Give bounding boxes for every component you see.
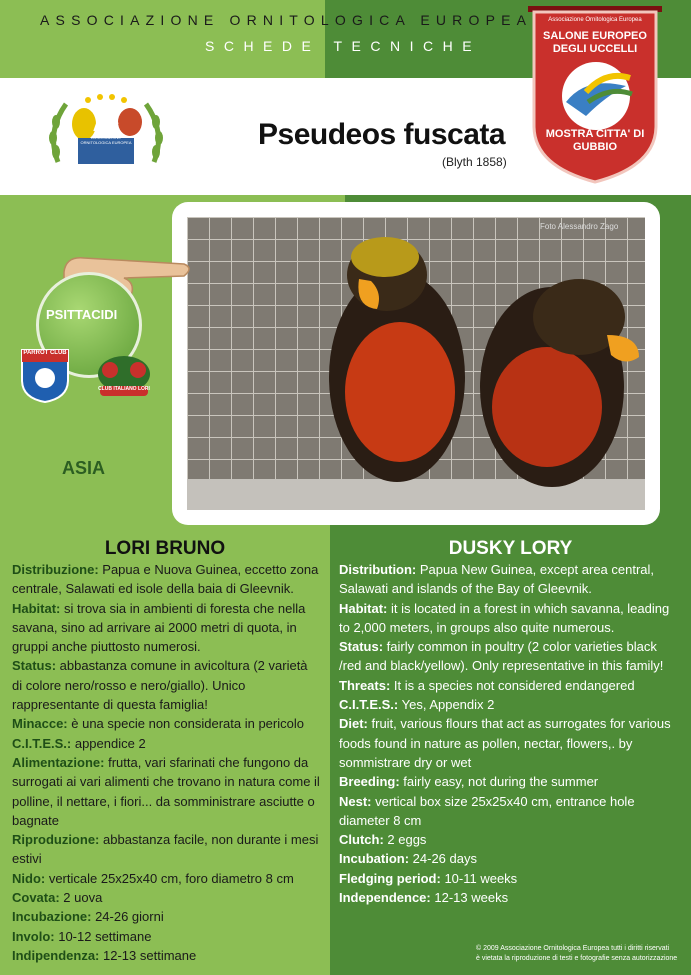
region-label: ASIA: [62, 458, 106, 478]
detail-item-riproduzione: Riproduzione: abbastanza facile, non durante i mesi estivi: [12, 832, 319, 867]
detail-item-distribution: Distribution: Papua New Guinea, except area central, Salawati and islands of the Bay of Gleevnik.: [339, 562, 655, 597]
aoe-logo-text: AOE: [92, 120, 119, 134]
detail-item-habitat-en: Habitat: it is located in a forest in which savanna, leading to 2,000 meters, in groups also quite numerous.: [339, 600, 670, 635]
detail-item-nido: Nido: verticale 25x25x40 cm, foro diametro 8 cm: [12, 870, 294, 886]
detail-item-alimentazione: Alimentazione: frutta, vari sfarinati che fungono da surrogati ai vari alimenti che trovano in natura come il polline, il nettare, i fiori... da somministrare asciutte o bagnate: [12, 754, 320, 828]
badge-title: SALONE EUROPEO DEGLI UCCELLI: [543, 30, 647, 55]
group-label: PSITTACIDI: [46, 307, 118, 322]
detail-item-clutch: Clutch: 2 eggs: [339, 832, 427, 848]
aoe-logo-caption: ASSOCIAZIONE ORNITOLOGICA EUROPEA: [80, 135, 132, 145]
copyright-footer: [476, 944, 686, 964]
species-author: (Blyth 1858): [442, 155, 507, 169]
detail-item-minacce: Minacce: è una specie non considerata in pericolo: [12, 716, 304, 732]
detail-item-independence: Independence: 12-13 weeks: [339, 890, 509, 906]
italian-title: LORI BRUNO: [104, 538, 226, 559]
english-details: [339, 560, 677, 907]
detail-item-diet: Diet: fruit, various flours that act as surrogates for various foods found in nature as pollen, nectar, flowers,. by sommistrare dry or wet: [339, 716, 671, 770]
english-title: DUSKY LORY: [448, 538, 573, 559]
detail-item-incubation: Incubation: 24-26 days: [339, 851, 477, 867]
detail-item-cites-en: C.I.T.E.S.: Yes, Appendix 2: [339, 697, 495, 713]
detail-item-status: Status: abbastanza comune in avicoltura (2 varietà di colore nero/rosso e nero/giallo). Unico rappresentante di questa famiglia!: [12, 658, 308, 713]
detail-item-breeding: Breeding: fairly easy, not during the summer: [339, 774, 599, 790]
lori-club-text: CLUB ITALIANO LORI: [98, 386, 150, 392]
sheet-subtitle: SCHEDE TECNICHE: [205, 38, 482, 54]
association-title: ASSOCIAZIONE ORNITOLOGICA EUROPEA: [40, 12, 533, 28]
detail-item-status-en: Status: fairly common in poultry (2 color varieties black /red and black/yellow). Only representative in this family!: [339, 639, 664, 674]
photo-credit: Foto Alessandro Zago: [540, 222, 619, 231]
detail-item-habitat: Habitat: si trova sia in ambienti di foresta che nella savana, sino ad arrivare ai 2000 metri di quota, in gruppi anche piuttosto numerosi.: [12, 600, 306, 655]
badge-top-text: Associazione Ornitologica Europea: [548, 17, 642, 23]
detail-item-indipendenza: Indipendenza: 12-13 settimane: [12, 947, 197, 963]
detail-item-covata: Covata: 2 uova: [12, 890, 103, 906]
detail-item-fledging: Fledging period: 10-11 weeks: [339, 870, 518, 886]
detail-item-nest: Nest: vertical box size 25x25x40 cm, entrance hole diameter 8 cm: [339, 793, 635, 828]
bird-photo: [187, 217, 645, 510]
species-scientific-name: Pseudeos fuscata: [258, 118, 506, 151]
detail-item-incubazione: Incubazione: 24-26 giorni: [12, 909, 164, 925]
detail-item-distribuzione: Distribuzione: Papua e Nuova Guinea, eccetto zona centrale, Salawati ed isole della baia di Gleevnik.: [12, 562, 319, 597]
italian-details: [12, 560, 320, 965]
copyright-line-1: © 2009 Associazione Ornitologica Europea tutti i diritti riservati: [476, 945, 670, 952]
aoe-logo: [44, 92, 168, 176]
detail-item-involo: Involo: 10-12 settimane: [12, 928, 152, 944]
lori-club-logo: [86, 352, 162, 408]
detail-item-threats: Threats: It is a species not considered endangered: [339, 677, 635, 693]
copyright-line-2: è vietata la riproduzione di testi e fotografie senza autorizzazione: [476, 955, 678, 962]
detail-item-cites: C.I.T.E.S.: appendice 2: [12, 735, 146, 751]
parrot-club-text: PARROT CLUB: [23, 350, 67, 356]
badge-bottom-text: MOSTRA CITTA' DI GUBBIO: [545, 128, 645, 153]
